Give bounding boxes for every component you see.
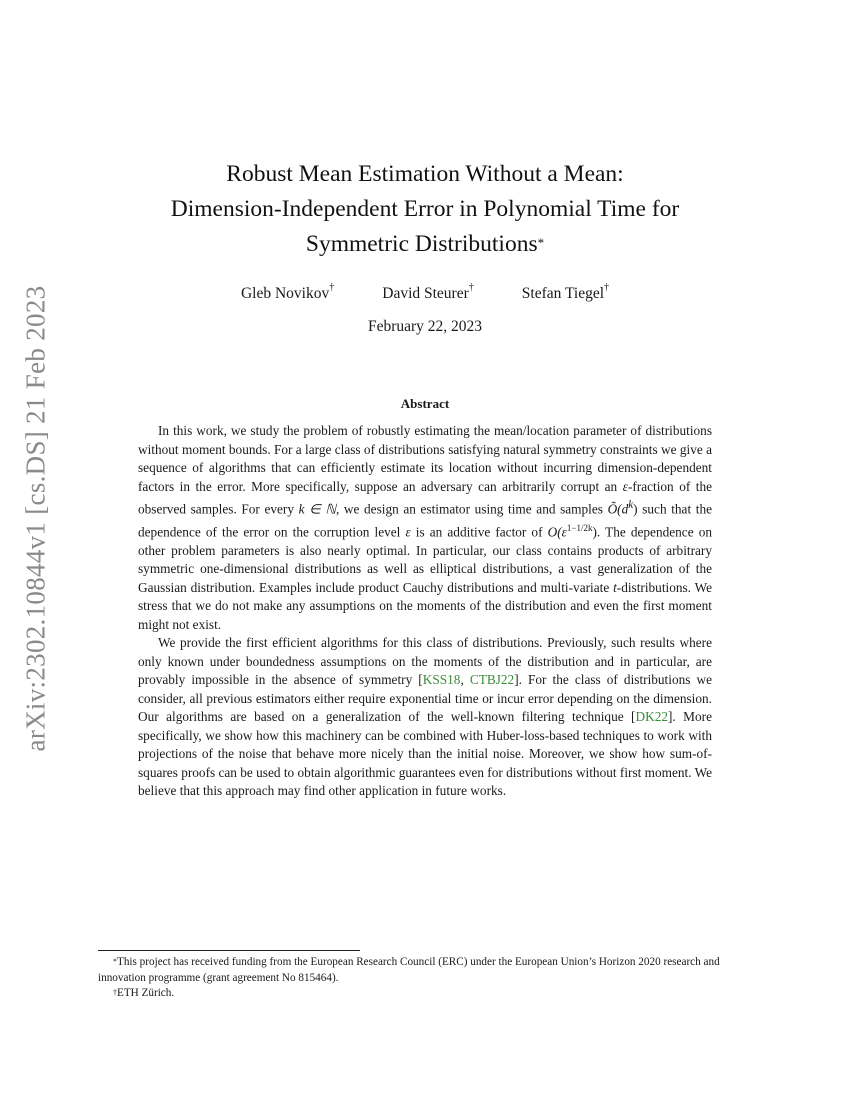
abstract-paragraph-1: In this work, we study the problem of robustly estimating the mean/location parameter of distributions without moment bounds. For a large class of distributions satisfying natural symmetry constraints we give a sequence of algorithms that can efficiently estimate its location without incurring dimension-dependent factors in the error. More specifically, suppose an adversary can arbitrarily corrupt an ε-fraction of the observed samples. For every k ∈ ℕ, we design an estimator using time and samples $Õ(d^k)$ such that the dependence of the error on the corruption level ε is an additive factor of $O(\varepsilon^{1-1/2k})$. The dependence on other problem parameters is also nearly optimal. In particular, our class contains products of arbitrary symmetric one-dimensional distributions as well as elliptical distributions, a vast generalization of the Gaussian distribution. Examples include product Cauchy distributions and multi-variate t-distributions. We stress that we do not make any assumptions on the moments of the distribution and even the first moment might not exist.	[138, 423, 713, 632]
paper-date: February 22, 2023	[367, 318, 483, 335]
affiliation-mark[interactable]: †	[604, 282, 610, 293]
title-line-1: Robust Mean Estimation Without a Mean:	[226, 161, 624, 187]
author-list	[100, 282, 750, 303]
author: David Steurer†	[382, 282, 474, 302]
arxiv-stamp	[16, 268, 56, 768]
author: Gleb Novikov†	[240, 282, 335, 302]
citation-link[interactable]: CTBJ22	[469, 672, 515, 688]
arxiv-identifier: arXiv:2302.10844v1 [cs.DS] 21 Feb 2023	[20, 285, 51, 751]
author: Stefan Tiegel†	[521, 282, 610, 302]
title-footnote-mark[interactable]: *	[537, 235, 545, 250]
citation-link[interactable]: KSS18	[422, 672, 461, 688]
citation-link[interactable]: DK22	[635, 709, 668, 725]
abstract-body	[138, 422, 712, 801]
paper-title	[100, 157, 750, 262]
affiliation-mark[interactable]: †	[329, 282, 335, 293]
affiliation-mark[interactable]: †	[468, 282, 474, 293]
footnote-funding: *This project has received funding from the European Research Council (ERC) under the European Union’s Horizon 2020 research and innovation programme (grant agreement No 815464).	[98, 956, 720, 984]
abstract-paragraph-2: We provide the first efficient algorithms for this class of distributions. Previously, such results where only known under boundedness assumptions on the moments of the distribution and in particular, are provably impossible in the absence of symmetry [KSS18, CTBJ22]. For the class of distributions we consider, all previous estimators either require exponential time or incur error depending on the dimension. Our algorithms are based on a generalization of the well-known filtering technique [DK22]. More specifically, we show how this machinery can be combined with Huber-loss-based techniques to work with projections of the noise that behave more nicely than the initial noise. Moreover, we show how sum-of-squares proofs can be used to obtain algorithmic guarantees even for distributions without first moment. We believe that this approach may find other application in future works.	[138, 635, 713, 799]
title-line-2: Dimension-Independent Error in Polynomial Time for	[170, 196, 680, 222]
title-line-3: Symmetric Distributions*	[305, 231, 545, 257]
footnote-divider	[98, 950, 360, 951]
abstract-heading: Abstract	[400, 396, 450, 411]
footnotes	[98, 955, 753, 1002]
footnote-affiliation: †ETH Zürich.	[113, 987, 175, 999]
